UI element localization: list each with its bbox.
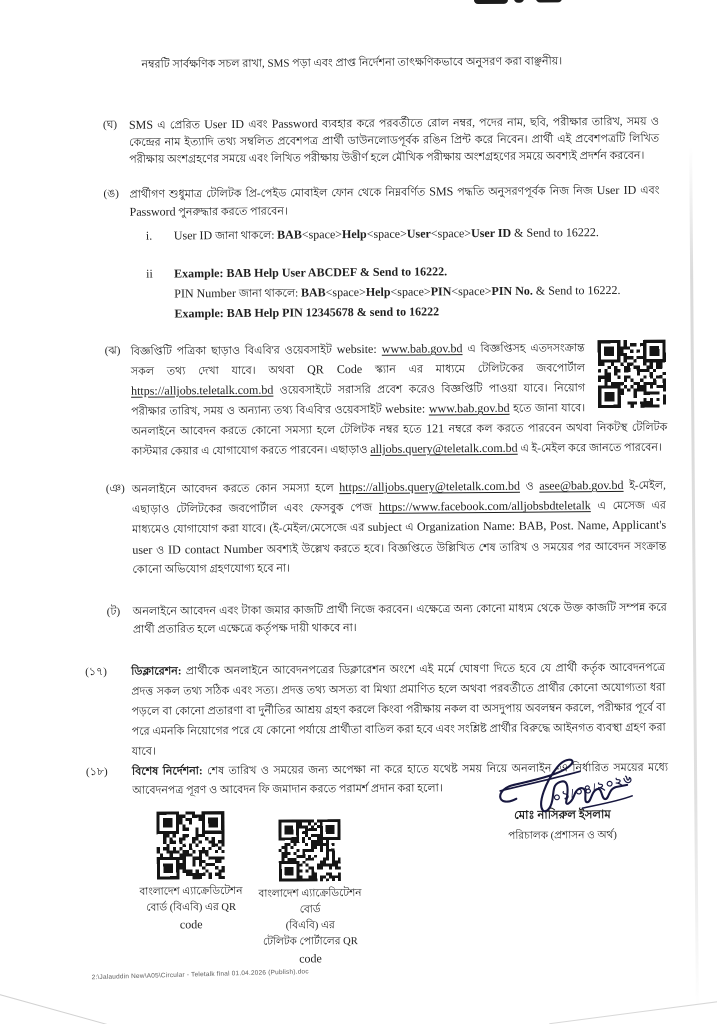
qr-caption-line: (বিএবি) এর <box>285 920 335 932</box>
intro-paragraph: নম্বরটি সার্বক্ষণিক সচল রাখা, SMS পড়া এবং প্রাপ্ত নির্দেশনা তাৎক্ষণিকভাবে অনুসরণ করা বাঞ্ছনীয়। <box>141 55 563 71</box>
clause-text: অনলাইনে আবেদন এবং টাকা জমার কাজটি প্রার্থী নিজে করবেন। এক্ষেত্রে অন্য কোনো মাধ্যম থেকে উক্ত কাজটি সম্পন্ন করে প্রার্থী প্রতারিত হলে এক্ষেত্রে কর্তৃপক্ষ দায়ী থাকবে না। <box>132 601 667 636</box>
list-item: User ID জানা থাকলে: BAB<space>Help<space>User<space>User ID & Send to 16222. <box>173 225 599 243</box>
example-line: Example: BAB Help User ABCDEF & Send to 16222. <box>174 264 448 281</box>
scan-edge-bottom-left <box>0 989 146 1024</box>
scan-smudge <box>474 0 562 5</box>
sms-help-item-i <box>146 223 651 247</box>
qr-caption-line: code <box>179 917 203 932</box>
clause-17-declaration <box>85 658 666 763</box>
qr-caption-line: বাংলাদেশ এ্যাক্রেডিটেশন বোর্ড <box>258 887 362 916</box>
clause-marker: (১৭) <box>85 665 107 679</box>
qr-caption-line: বোর্ড (বিএবি) এর QR <box>146 901 237 914</box>
file-path-footer: 2:\Jalauddin New\A05\Circular - Teletalk final 01.04.2026 (Publish).doc <box>91 968 309 982</box>
clause-text: অনলাইনে আবেদন করতে কোন সমস্যা হলে https://alljobs.query@teletalk.com.bd ও asee@bab.gov.bd ই-মেইল, এছাড়াও টেলিটকের জবপোর্টাল এবং ফেসবুক পেজ https://www.facebook.com/alljobsbdteletalk এ মেসেজ এর মাধ্যমেও যোগাযোগ করা যাবে। (ই-মেইল/মেসেজে এর subject এ Organization Name: BAB, Post. Name, Applicant's user ও ID contact Number অবশ্যই উল্লেখ করতে হবে। বিজ্ঞপ্তিতে উল্লিখিত শেষ তারিখ ও সময়ের পর আবেদন সংক্রান্ত কোনো অভিযোগ গ্রহণযোগ্য হবে না। <box>131 477 667 576</box>
scan-edge-bottom-right <box>549 999 717 1024</box>
clause-marker: (১৮) <box>85 765 108 779</box>
clause-jha <box>105 338 668 462</box>
qr-code-bab <box>156 811 225 880</box>
clause-text-body: বিজ্ঞপ্তিটি পত্রিকা ছাড়াও বিএবি'র ওয়েবসাইট website: www.bab.gov.bd এ বিজ্ঞপ্তিসহ এতদসংক্রান্ত সকল তথ্য দেখা যাবে। অথবা QR Code স্ক্যান এর মাধ্যমে টেলিটকের জবপোর্টাল https://alljobs.teletalk.com.bd ওয়েবসাইটে সরাসরি প্রবেশ করেও বিজ্ঞপ্তিটি পাওয়া যাবে। নিয়োগ পরীক্ষার তারিখ, সময় ও অন্যান্য তথ্য বিএবি'র ওয়েবসাইট website: www.bab.gov.bd হতে জানা যাবে। অনলাইনে আবেদন করতে কোনো সমস্যা হলে টেলিটক নম্বর হতে 121 নম্বরে কল করতে পারবেন অথবা নিকটস্থ টেলিটক কাস্টমার কেয়ার এ যোগাযোগ করতে পারবেন। এছাড়াও alljobs.query@teletalk.com.bd এ ই-মেইল করে জানতে পারবেন। <box>130 341 668 458</box>
qr-block-bab <box>131 811 250 933</box>
list-label: ii <box>146 266 153 281</box>
clause-marker: (ঙ) <box>103 187 119 200</box>
clause-text: বিশেষ নির্দেশনা: শেষ তারিখ ও সময়ের জন্য অপেক্ষা না করে হাতে যথেষ্ট সময় নিয়ে অনলাইন -এ নির্ধারিত সময়ের মধ্যে আবেদনপত্র পূরণ ও আবেদন ফি জমাদান করতে পরামর্শ প্রদান করা হলো। <box>131 761 669 797</box>
signature-block <box>464 756 661 847</box>
clause-marker: (ঝ) <box>104 344 121 357</box>
clause-text: প্রার্থীগণ শুধুমাত্র টেলিটক প্রি-পেইড মোবাইল ফোন থেকে নিম্নবর্ণিত SMS পদ্ধতি অনুসরণপূর্বক নিজ নিজ User ID এবং Password পুনরুদ্ধার করতে পারবেন। <box>129 182 660 219</box>
sms-help-item-ii <box>146 261 651 325</box>
clause-uma <box>103 182 659 222</box>
qr-code-teletalk <box>278 819 340 881</box>
clause-text <box>131 338 668 462</box>
signatory-name: মোঃ নাসিরুল ইসলাম <box>514 809 611 822</box>
clause-marker: (ঘ) <box>102 118 118 131</box>
list-item <box>174 261 651 325</box>
clause-text: ডিক্লারেশন: প্রার্থীকে অনলাইনে আবেদনপত্রের ডিক্লারেশন অংশে এই মর্মে ঘোষণা দিতে হবে যে প্রার্থী কর্তৃক আবেদনপত্রে প্রদত্ত সকল তথ্য সঠিক এবং সত্য। প্রদত্ত তথ্য অসত্য বা মিথ্যা প্রমাণিত হলে অথবা পরবর্তীতে প্রার্থীর কোনো অযোগ্যতা ধরা পড়লে বা কোনো প্রতারণা বা দুর্নীতির আশ্রয় গ্রহণ করলে কিংবা পরীক্ষায় নকল বা অসদুপায় অবলম্বন করলে, পরীক্ষার পূর্বে বা পরে এমনকি নিয়োগের পরে যে কোনো পর্যায়ে প্রার্থীতা বাতিল করা হবে এবং সংশ্লিষ্ট প্রার্থীর বিরুদ্ধে আইনগত ব্যবস্থা গ্রহণ করা যাবে। <box>131 661 666 758</box>
qr-code-jobportal <box>597 340 668 409</box>
scan-edge-right <box>689 147 699 1007</box>
qr-block-teletalk <box>248 819 371 967</box>
clause-marker: (ট) <box>106 605 121 618</box>
qr-caption-line: টেলিটক পোর্টালের QR <box>262 936 358 948</box>
clause-nya <box>106 476 667 580</box>
clause-text: SMS এ প্রেরিত User ID এবং Password ব্যবহার করে পরবর্তীতে রোল নম্বর, পদের নাম, ছবি, পরীক্ষার তারিখ, সময় ও কেন্দ্রের নাম ইত্যাদি তথ্য সম্বলিত প্রবেশপত্র প্রার্থী ডাউনলোডপূর্বক রঙিন প্রিন্ট করে নিবেন। প্রার্থী এই প্রবেশপত্রটি লিখিত পরীক্ষায় অংশগ্রহণের সময়ে এবং লিখিত পরীক্ষায় উত্তীর্ণ হলে মৌখিক পরীক্ষায় অংশগ্রহণের সময়ে অবশ্যই প্রদর্শন করবেন। <box>128 115 660 166</box>
example-line: Example: BAB Help PIN 12345678 & send to 16222 <box>174 304 440 321</box>
clause-gha <box>103 113 659 169</box>
signatory-title: পরিচালক (প্রশাসন ও অর্থ) <box>508 829 617 842</box>
qr-caption-line: code <box>299 951 322 966</box>
clause-ta <box>107 600 667 639</box>
clause-marker: (ঞ) <box>105 482 125 495</box>
list-label: i. <box>145 228 153 243</box>
signature-date: ০১/০৪/২০২৬ <box>551 771 635 806</box>
pin-help-line: PIN Number জানা থাকলে: BAB<space>Help<space>PIN<space>PIN No. & Send to 16222. <box>174 282 621 301</box>
qr-caption-line: বাংলাদেশ এ্যাক্রেডিটেশন <box>139 885 243 898</box>
